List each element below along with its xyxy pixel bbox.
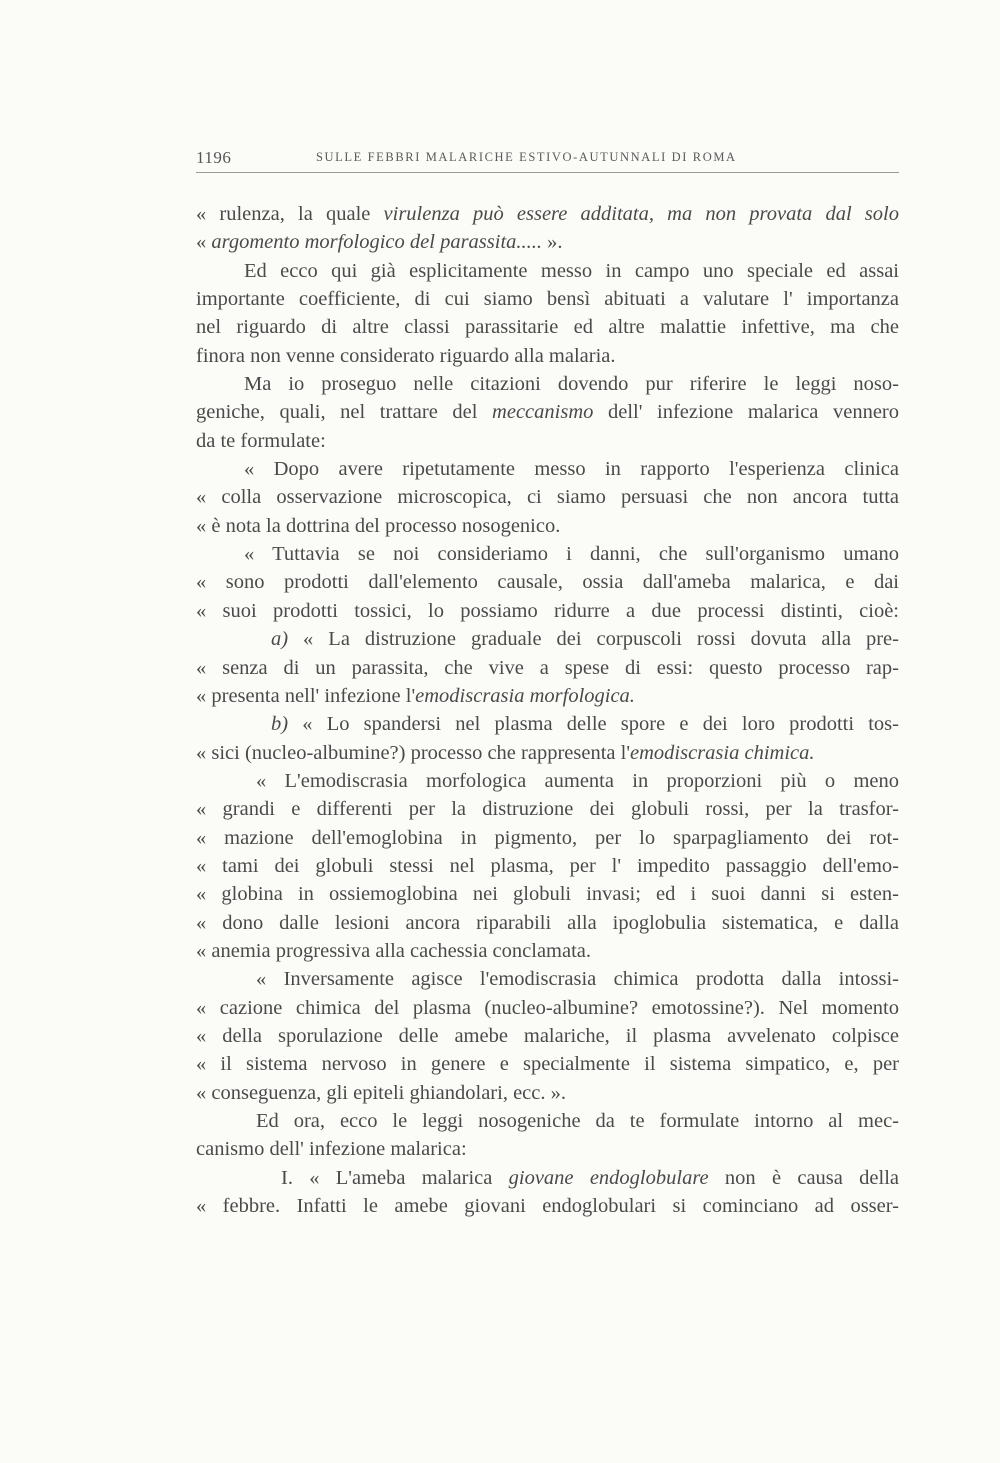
running-title: SULLE FEBBRI MALARICHE ESTIVO-AUTUNNALI DI ROMA — [316, 150, 737, 164]
text-line — [196, 285, 899, 313]
text-segment: « dono dalle lesioni ancora riparabili alla ipoglobulia sistematica, e dalla — [196, 911, 899, 934]
text-line — [196, 313, 899, 341]
text-segment: « grandi e differenti per la distruzione dei globuli rossi, per la trasfor- — [196, 798, 899, 821]
text-segment: « Inversamente agisce l'emodiscrasia chimica prodotta dalla intossi- — [256, 968, 899, 991]
text-segment: geniche, quali, nel trattare del — [196, 401, 493, 424]
text-line — [196, 568, 899, 596]
text-line — [196, 909, 899, 937]
text-line — [196, 654, 899, 682]
text-line — [196, 795, 899, 823]
text-line — [196, 710, 899, 738]
text-segment: ». — [542, 231, 563, 254]
text-line — [196, 512, 899, 540]
text-segment: « suoi prodotti tossici, lo possiamo ridurre a due processi distinti, cioè: — [196, 599, 899, 622]
text-line — [196, 342, 899, 370]
text-line — [196, 398, 899, 426]
text-segment: « rulenza, la quale — [196, 203, 384, 225]
text-line — [196, 625, 899, 653]
text-line — [196, 965, 899, 993]
text-line — [196, 228, 899, 256]
text-line — [196, 824, 899, 852]
italic-segment: argomento morfologico del parassita..... — [211, 231, 543, 254]
text-segment: Ed ora, ecco le leggi nosogeniche da te formulate intorno al mec- — [256, 1110, 899, 1132]
text-segment: « senza di un parassita, che vive a spese di essi: questo processo rap- — [196, 656, 899, 679]
text-line — [196, 880, 899, 908]
text-line — [196, 540, 899, 568]
text-line — [196, 1164, 899, 1192]
text-line — [196, 682, 899, 710]
text-segment: canismo dell' infezione malarica: — [196, 1138, 467, 1161]
text-segment: Ma io proseguo nelle citazioni dovendo pur riferire le leggi noso- — [244, 373, 899, 396]
text-line — [196, 937, 899, 965]
text-segment: finora non venne considerato riguardo alla malaria. — [196, 344, 616, 367]
text-line — [196, 1079, 899, 1107]
italic-segment: giovane endoglobulare — [508, 1166, 709, 1189]
text-segment: « mazione dell'emoglobina in pigmento, per lo sparpagliamento dei rot- — [196, 826, 899, 849]
text-segment: « Dopo avere ripetutamente messo in rapporto l'esperienza clinica — [244, 458, 899, 481]
text-segment: « colla osservazione microscopica, ci siamo persuasi che non ancora tutta — [196, 486, 899, 509]
text-line — [196, 1050, 899, 1078]
text-segment: Ed ecco qui già esplicitamente messo in campo uno speciale ed assai — [244, 259, 899, 282]
text-segment: dell' infezione malarica vennero — [593, 401, 900, 424]
text-segment: « — [196, 231, 212, 254]
text-line — [196, 483, 899, 511]
text-segment: « L'emodiscrasia morfologica aumenta in proporzioni più o meno — [256, 769, 899, 792]
text-segment: « febbre. Infatti le amebe giovani endoglobulari si cominciano ad osser- — [196, 1195, 899, 1218]
text-segment: « sici (nucleo-albumine?) processo che rappresenta l' — [196, 741, 631, 764]
text-segment: « presenta nell' infezione l' — [196, 684, 416, 707]
text-line — [196, 427, 899, 455]
text-segment: « globina in ossiemoglobina nei globuli invasi; ed i suoi danni si esten- — [196, 883, 899, 906]
text-line — [196, 1135, 899, 1163]
text-segment: « Tuttavia se noi consideriamo i danni, che sull'organismo umano — [244, 543, 899, 566]
text-segment: I. « L'ameba malarica — [281, 1166, 509, 1189]
text-segment: « La distruzione graduale dei corpuscoli rossi dovuta alla pre- — [288, 628, 899, 651]
text-segment: « il sistema nervoso in genere e specialmente il sistema simpatico, e, per — [196, 1053, 899, 1076]
text-line — [196, 1022, 899, 1050]
text-segment: non è causa della — [708, 1166, 900, 1189]
text-segment: da te formulate: — [196, 429, 326, 452]
page-number: 1196 — [196, 148, 232, 167]
italic-segment: a) — [271, 628, 289, 651]
text-segment: « conseguenza, gli epiteli ghiandolari, ecc. ». — [196, 1081, 567, 1104]
text-line — [196, 1107, 899, 1135]
text-segment: « anemia progressiva alla cachessia conclamata. — [196, 939, 592, 962]
text-segment: « cazione chimica del plasma (nucleo-albumine? emotossine?). Nel momento — [196, 996, 899, 1019]
text-line — [196, 767, 899, 795]
text-line — [196, 200, 899, 228]
text-segment: « è nota la dottrina del processo nosogenico. — [196, 514, 561, 537]
text-segment: « della sporulazione delle amebe malariche, il plasma avvelenato colpisce — [196, 1024, 899, 1047]
text-segment: nel riguardo di altre classi parassitarie ed altre malattie infettive, ma che — [196, 316, 899, 339]
italic-segment: virulenza può essere additata, ma non provata dal solo — [383, 203, 899, 225]
text-line — [196, 739, 899, 767]
text-segment: « Lo spandersi nel plasma delle spore e dei loro prodotti tos- — [288, 713, 899, 736]
italic-segment: meccanismo — [492, 401, 594, 424]
italic-segment: emodiscrasia morfologica. — [415, 684, 635, 707]
text-segment: « sono prodotti dall'elemento causale, ossia dall'ameba malarica, e dai — [196, 571, 899, 594]
text-line — [196, 455, 899, 483]
text-line — [196, 257, 899, 285]
text-line — [196, 852, 899, 880]
page-header — [196, 148, 899, 173]
text-line — [196, 994, 899, 1022]
body-text — [196, 200, 899, 1220]
italic-segment: emodiscrasia chimica. — [630, 741, 815, 764]
text-line — [196, 597, 899, 625]
text-line — [196, 370, 899, 398]
italic-segment: b) — [271, 713, 289, 736]
text-segment: importante coefficiente, di cui siamo bensì abituati a valutare l' importanza — [196, 288, 899, 311]
text-line — [196, 1192, 899, 1220]
text-segment: « tami dei globuli stessi nel plasma, per l' impedito passaggio dell'emo- — [196, 854, 899, 877]
